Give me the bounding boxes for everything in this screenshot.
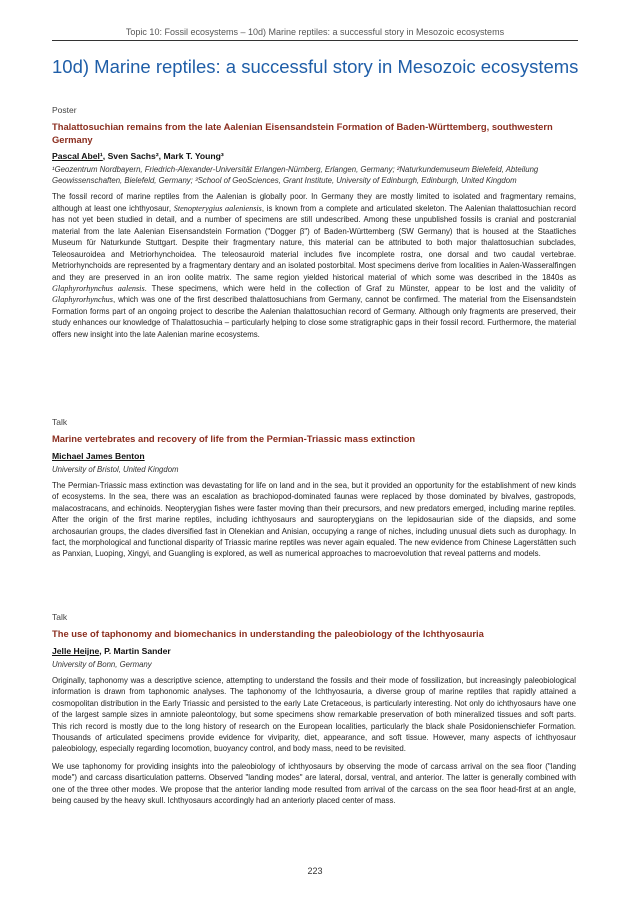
abstract-kind: Poster — [52, 105, 77, 115]
running-header: Topic 10: Fossil ecosystems – 10d) Marine reptiles: a successful story in Mesozoic ecosystems — [125, 27, 505, 37]
abstract-talk-heijne — [52, 612, 576, 813]
body-text: . These specimens, which were held in the collection of Graf zu Münster, appear to be lost and the validity of — [144, 284, 576, 294]
taxon-name: Glaphyrorhynchus aalensis — [52, 284, 145, 294]
body-text: , is known from a complete and articulated skeleton. The Aalenian thalattosuchian record has not yet been studied in detail, and a number of specimens are still undescribed. Among these unpublished fossils is cranial and postcranial material from the late Aalenian Eisensandstein Formation ("Dogger β") of Baden-Württemberg (SW Germany) that is housed at the Staatliches Museum für Naturkunde Stuttgart. Despite their fragmentary nature, this material can be attributed to both major thalattosuchian subclades, Teleosauroidea and Metriorhynchoidea. The teleosauroid material includes five incomplete rostra, one dorsal and two caudal vertebrae. Metriorhynchoids are represented by a fragmentary dentary and an isolated postorbital. Most specimens derive from localities in Aalen-Wasseralfingen and they are preserved in an iron oolite matrix. The same region yielded historical material of which some was described in the 1840s as — [52, 203, 576, 282]
abstract-authors — [52, 645, 576, 657]
abstract-kind: Talk — [52, 612, 68, 622]
abstract-talk-benton — [52, 417, 576, 566]
abstract-authors — [52, 450, 576, 462]
abstract-affiliation: University of Bristol, United Kingdom — [52, 464, 179, 474]
page-number: 223 — [307, 866, 323, 876]
abstract-authors — [52, 150, 576, 162]
body-text: The fossil record of marine reptiles from the Aalenian is globally poor. In Germany they are mostly limited to isolated and fragmentary remains, although at least one ichthyosaur, — [52, 192, 576, 213]
taxon-name: Stenopterygius aaleniensis — [173, 203, 262, 213]
presenting-author: Pascal Abel¹ — [52, 151, 103, 161]
abstract-title: Thalattosuchian remains from the late Aalenian Eisensandstein Formation of Baden-Württemberg, southwestern Germany — [52, 121, 553, 145]
taxon-name: Glaphyrorhynchus — [52, 295, 113, 305]
presenting-author: Michael James Benton — [52, 450, 145, 461]
chapter-title: 10d) Marine reptiles: a successful story in Mesozoic ecosystems — [52, 56, 579, 77]
abstract-body — [52, 191, 576, 340]
abstract-poster-thalattosuchian — [52, 105, 576, 346]
abstract-affiliation: University of Bonn, Germany — [52, 659, 152, 669]
body-text: , which was one of the first described thalattosuchians from Germany, cannot be confirmed. The material from the Eisensandstein Formation forms part of an ongoing project to describe the Aalenian thalattosuchian record of Germany. Although only fragments are preserved, their study enhances our knowledge of Thalattosuchia – particularly helping to close some stratigraphic gaps in their fossil record. Furthermore, the material offers new insight into the late Aalenian marine ecosystems. — [52, 295, 576, 339]
abstract-kind: Talk — [52, 417, 68, 427]
abstract-title: The use of taphonomy and biomechanics in understanding the paleobiology of the Ichthyosauria — [52, 628, 484, 639]
abstract-body-paragraph-1: Originally, taphonomy was a descriptive science, attempting to understand the fossils and their mode of fossilization, but increasingly paleobiological information is drawn from taphonomic analyses. The taphonomy of the Ichthyosauria, a diverse group of marine reptiles that rapidly attained a cosmopolitan distribution in the Early Triassic and persisted to the early Late Cretaceous, is particularly interesting. Not only do ichthyosaurs have one of the largest sample sizes in amniote paleontology, but some specimens show remarkable preservation of both mineralized tissues and soft parts. This rich record is mostly due to the long history of research on the European localities, particularly the black shale Posidonienschiefer Formation. Thousands of articulated specimens provide evidence for viviparity, diet, appearance, and soft tissue. However, many aspects of ichthyosaur paleobiology, especially regarding locomotion, buoyancy control, and body mass, need to be revisited. — [52, 675, 576, 754]
abstract-title: Marine vertebrates and recovery of life from the Permian-Triassic mass extinction — [52, 433, 416, 444]
abstract-body-paragraph-2: We use taphonomy for providing insights into the paleobiology of ichthyosaurs by observing the mode of carcass arrival on the sea floor ("landing mode") and carcass disarticulation patterns. Observed "landing modes" are lateral, dorsal, ventral, and anterior. The latter is generally combined with one of the three other modes. We propose that the anterior landing mode resulted from arrival of the carcass on the sea floor head-first at an angle, being caused by the heavy skull. Ichthyosaurs accordingly had an anteriorly placed center of mass. — [52, 761, 576, 806]
co-authors: , P. Martin Sander — [99, 645, 171, 656]
presenting-author: Jelle Heijne — [52, 645, 100, 656]
abstract-body: The Permian-Triassic mass extinction was devastating for life on land and in the sea, but it provided an opportunity for the establishment of new kinds of ecosystems. In the sea, there was an escalation as brachiopod-dominated faunas were replaced by those dominated by bivalves, gastropods, malacostracans, and echinoids. Neopterygian fishes were faster moving than their precursors, and new predators emerged, including marine reptiles. After the origin of the first marine reptiles, including ichthyosaurs and sauropterygians on the lepidosaurian side of the diapsids, and some archosaurian groups, the clades diversified fast in Olenekian and Anisian, occupying a range of niches, including unusual diets such as durophagy. In fact, the morphological and functional disparity of Triassic marine reptiles was never again equaled. The new evidence from Chinese Lagerstätten such as Panxian, Luoping, Xingyi, and Guangling is explored, as well as numerical approaches to macroevolution that reveal patterns and models. — [52, 480, 576, 559]
co-authors: , Sven Sachs², Mark T. Young³ — [102, 151, 224, 161]
header-rule — [52, 40, 578, 41]
abstract-affiliation: ¹Geozentrum Nordbayern, Friedrich-Alexander-Universität Erlangen-Nürnberg, Erlangen, Germany; ²Naturkundemuseum Bielefeld, Abteilung Geowissenschaften, Bielefeld, Germany; ³School of GeoSciences, Grant Institute, University of Edinburgh, Edinburgh, United Kingdom — [52, 165, 539, 186]
